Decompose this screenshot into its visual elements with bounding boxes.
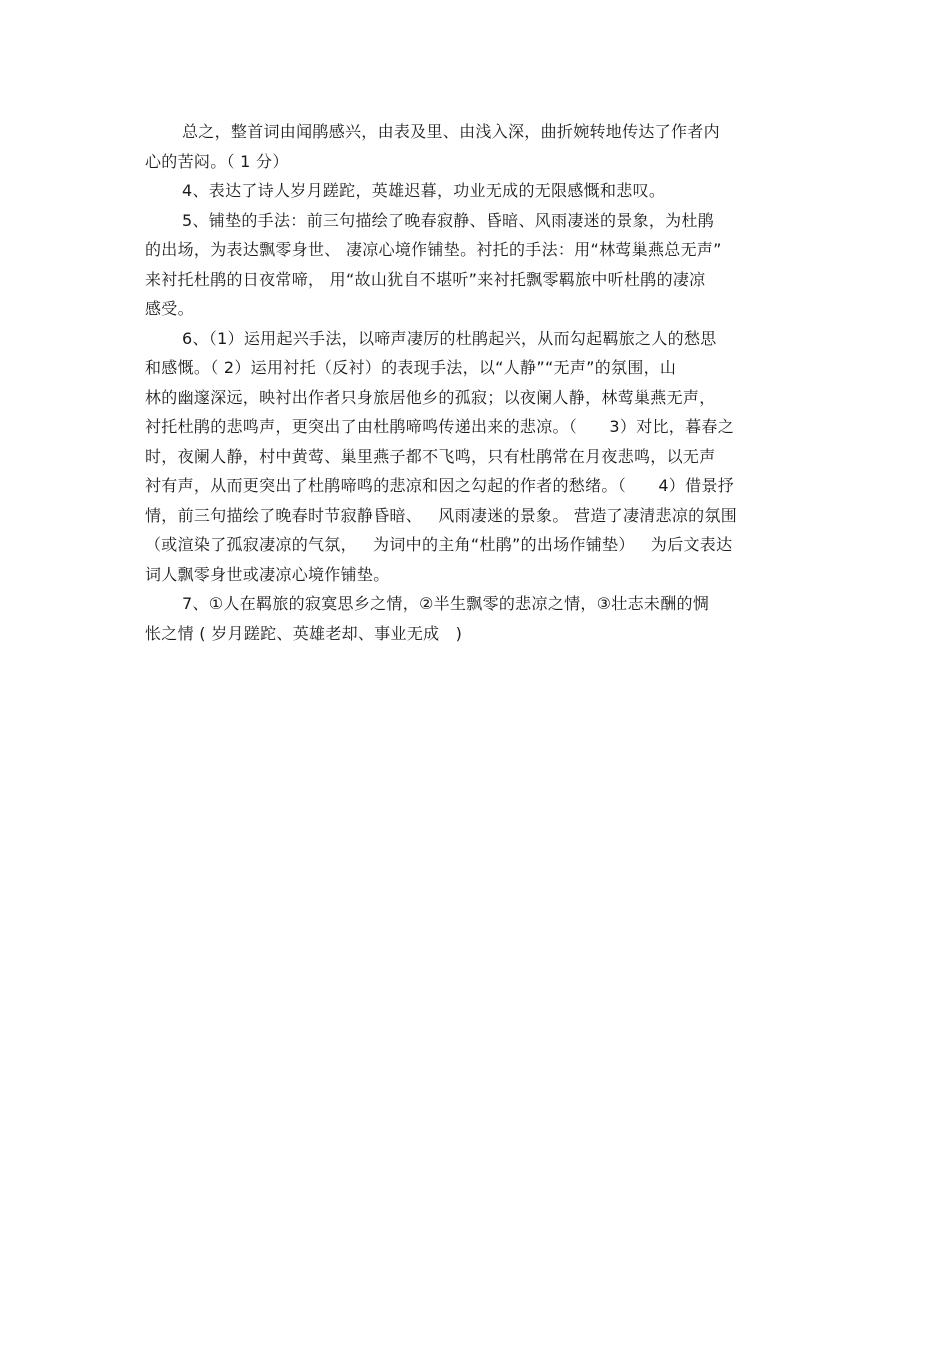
- answer-6-line-5: 时，夜阑人静，村中黄莺、巢里燕子都不飞鸣，只有杜鹃常在月夜悲鸣，以无声: [145, 446, 716, 466]
- answer-6-line-2: 和感慨。（ 2）运用衬托（反衬）的表现手法，以“人静”“无声”的氛围，山: [145, 358, 677, 377]
- paragraph-summary-line-2: 心的苦闷。（ 1 分）: [145, 151, 289, 171]
- answer-7-line-1: 7、①人在羁旅的寂寞思乡之情，②半生飘零的悲凉之情，③壮志未酬的惆: [182, 594, 710, 613]
- paragraph-summary-line-1: 总之，整首词由闻鹃感兴，由表及里、由浅入深，曲折婉转地传达了作者内: [182, 122, 720, 141]
- answer-5-line-4: 感受。: [145, 299, 194, 318]
- answer-6-line-4: 衬托杜鹃的悲鸣声，更突出了由杜鹃啼鸣传递出来的悲凉。（ 3）对比，暮春之: [145, 417, 734, 436]
- answer-7-line-2: 怅之情 ( 岁月蹉跎、英雄老却、事业无成 ): [145, 623, 463, 643]
- answer-6-line-9: 词人飘零身世或凄凉心境作铺垫。: [145, 564, 390, 584]
- answer-4-line-1: 4、表达了诗人岁月蹉跎，英雄迟暮，功业无成的无限感慨和悲叹。: [182, 181, 666, 200]
- answer-6-line-6: 衬有声，从而更突出了杜鹃啼鸣的悲凉和因之勾起的作者的愁绪。（ 4）借景抒: [145, 476, 734, 495]
- answer-5-line-2: 的出场，为表达飘零身世、 凄凉心境作铺垫。衬托的手法：用“林莺巢燕总无声”: [145, 240, 722, 259]
- answer-text-block: [145, 117, 810, 648]
- answer-6-line-8: （或渲染了孤寂凄凉的气氛， 为词中的主角“杜鹃”的出场作铺垫） 为后文表达: [145, 535, 733, 554]
- answer-6-line-1: 6、（1）运用起兴手法，以啼声凄厉的杜鹃起兴，从而勾起羁旅之人的愁思: [182, 328, 717, 348]
- answer-6-line-3: 林的幽邃深远，映衬出作者只身旅居他乡的孤寂；以夜阑人静，林莺巢燕无声，: [145, 387, 716, 407]
- answer-5-line-3: 来衬托杜鹃的日夜常啼， 用“故山犹自不堪听”来衬托飘零羁旅中听杜鹃的凄凉: [145, 269, 706, 289]
- answer-6-line-7: 情，前三句描绘了晚春时节寂静昏暗、 风雨凄迷的景象。 营造了凄清悲凉的氛围: [145, 505, 738, 525]
- answer-5-line-1: 5、铺垫的手法：前三句描绘了晚春寂静、昏暗、风雨凄迷的景象，为杜鹃: [182, 210, 715, 230]
